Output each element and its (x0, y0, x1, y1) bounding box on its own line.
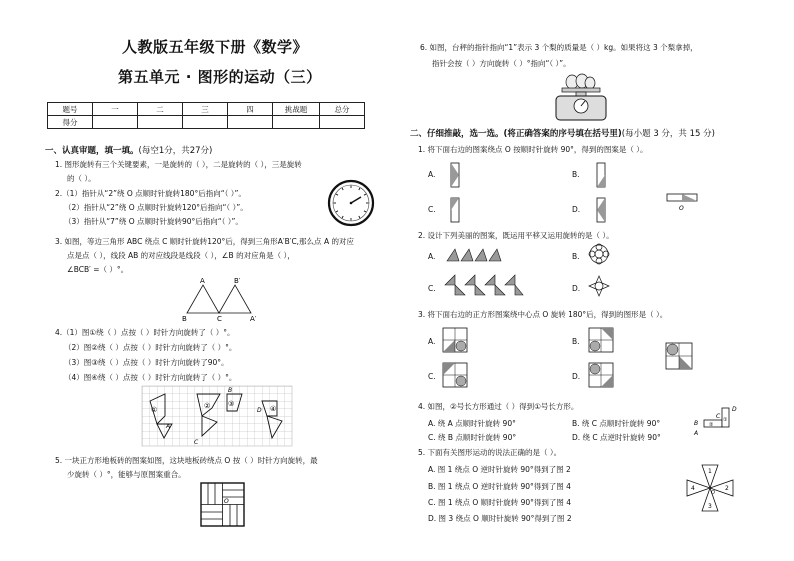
score-input-cell[interactable] (320, 116, 365, 129)
r-q3-stem: 3. 将下面右边的正方形图案绕中心点 O 旋转 180°后，得到的图形是（ ）。 (418, 310, 668, 319)
s1-q1-line2: 的（ ）。 (67, 174, 96, 183)
r-q3-option-c[interactable]: C. (428, 372, 436, 381)
score-header-cell: 总分 (320, 103, 365, 116)
r-q2-pattern-c (443, 273, 525, 297)
score-input-cell[interactable] (228, 116, 273, 129)
r-q2-option-c[interactable]: C. (428, 284, 436, 293)
s1-q3-line2: 点是点（ ），线段 AB 的对应线段是线段（ ），∠B 的对应角是（ ）， (67, 251, 295, 260)
r-q4-option-d[interactable]: D. 绕 C 点逆时针旋转 90° (572, 433, 661, 442)
r-q4-rectangles-figure (692, 403, 744, 439)
score-header-cell: 三 (183, 103, 228, 116)
section2-note: (每小题 3 分，共 15 分) (621, 129, 715, 139)
grid-rotation-figure (142, 386, 292, 448)
r-q5-label-2: 2 (725, 485, 729, 492)
r-q1-option-a[interactable]: A. (428, 170, 436, 179)
r-q1-option-c[interactable]: C. (428, 205, 436, 214)
grid-label-1: ① (151, 406, 158, 414)
r-q2-pattern-a (445, 246, 505, 264)
section1-title: 一、认真审题，填一填。 (45, 146, 139, 156)
grid-point-a: A (166, 423, 171, 430)
section2-title: 二、仔细推敲，选一选。 (410, 129, 504, 139)
r-q5-label-4: 4 (691, 485, 695, 492)
r-q3-option-a[interactable]: A. (428, 337, 436, 346)
score-header-cell: 挑战题 (273, 103, 320, 116)
r-q2-option-b[interactable]: B. (572, 252, 580, 261)
r-q4-option-b[interactable]: B. 绕 C 点顺时针旋转 90° (572, 419, 661, 428)
score-header-cell: 一 (93, 103, 138, 116)
s1-q4-line3: （3）图③绕（ ）点按（ ）时针方向旋转了90°。 (64, 358, 229, 367)
r-q1-figure-c (442, 197, 460, 223)
r-q3-figure-d (588, 362, 614, 388)
r-q5-stem: 5. 下面有关图形运动的说法正确的是（ ）。 (418, 448, 562, 457)
r-q5-option-d[interactable]: D. 图 3 绕点 O 顺时针旋转 90°得到了图 2 (428, 514, 572, 523)
triangle-label-a-prime: A′ (250, 315, 257, 323)
s1-q3-line3: ∠BCB′ =（ ）°。 (67, 265, 129, 274)
s1-q4-line2: （2）图②绕（ ）点按（ ）时针方向旋转了（ ）°。 (64, 343, 237, 352)
r-q5-option-a[interactable]: A. 图 1 绕点 O 逆时针旋转 90°得到了图 2 (428, 465, 571, 474)
r-q4-point-a: A (694, 430, 699, 437)
r-q3-option-d[interactable]: D. (572, 372, 581, 381)
r-q5-option-c[interactable]: C. 图 1 绕点 O 顺时针旋转 90°得到了图 4 (428, 498, 572, 507)
score-header-cell: 四 (228, 103, 273, 116)
grid-point-b: B (228, 387, 233, 394)
score-row-label: 得分 (48, 116, 93, 129)
scale-with-pears-figure (550, 72, 610, 122)
section2-heading (410, 127, 715, 139)
r-q2-option-a[interactable]: A. (428, 252, 436, 261)
r-q5-option-b[interactable]: B. 图 1 绕点 O 逆时针旋转 90°得到了图 4 (428, 482, 571, 491)
score-input-cell[interactable] (93, 116, 138, 129)
tile-label-o: O (224, 498, 229, 505)
floor-tile-figure (200, 482, 245, 528)
clock-figure (328, 180, 374, 226)
r-q4-label-1: ① (723, 417, 728, 423)
r-q4-point-c: C (716, 413, 721, 420)
score-input-cell[interactable] (138, 116, 183, 129)
r-q1-figure-a (442, 162, 460, 188)
r-q3-figure-c (442, 362, 468, 388)
r-q5-label-1: 1 (708, 468, 712, 475)
s1-q4-line1: 4.（1）图①绕（ ）点按（ ）时针方向旋转了（ ）°。 (55, 328, 235, 337)
r-q1-figure-d (588, 197, 606, 223)
r-q6-line2: 指针会按（ ）方向旋转（ ）°指向“（ ）”。 (432, 59, 571, 68)
r-q4-point-d: D (732, 406, 737, 413)
score-table-header-row (48, 103, 365, 116)
r-q2-stem: 2. 设计下列美丽的图案，既运用平移又运用旋转的是（ ）。 (418, 231, 614, 240)
section2-bracket: (将正确答案的序号填在括号里) (503, 129, 622, 139)
r-q3-figure-b (588, 327, 614, 353)
s1-q5-line2: 少旋转（ ）°，能够与原图案重合。 (67, 470, 186, 479)
s1-q2-line1: 2.（1）指针从“2”绕 O 点顺时针旋转180°后指向“（ ）”。 (55, 189, 246, 198)
r-q4-option-a[interactable]: A. 绕 A 点顺时针旋转 90° (428, 419, 516, 428)
grid-label-3: ③ (228, 400, 235, 408)
score-table-score-row (48, 116, 365, 129)
grid-label-4: ④ (270, 405, 277, 413)
r-q4-point-b: B (694, 420, 699, 427)
r-q3-original-figure (665, 342, 693, 370)
r-q1-point-o: O (679, 205, 684, 212)
r-q2-pattern-b (588, 243, 610, 265)
score-input-cell[interactable] (273, 116, 320, 129)
r-q1-original-figure (665, 192, 705, 212)
r-q5-label-3: 3 (708, 503, 712, 510)
s1-q2-line2: （2）指针从“2”绕 O 点顺时针旋转120°后指向“（ ）”。 (64, 203, 248, 212)
section1-note: (每空1分，共27分) (138, 146, 213, 156)
score-header-cell: 题号 (48, 103, 93, 116)
grid-point-d: D (257, 407, 262, 414)
right-column (400, 0, 794, 561)
s1-q2-line3: （3）指针从“7”绕 O 点顺时针旋转90°后指向“（ ）”。 (64, 217, 243, 226)
r-q2-option-d[interactable]: D. (572, 284, 581, 293)
r-q4-label-2: ② (709, 422, 714, 428)
s1-q5-line1: 5. 一块正方形地板砖的图案如图，这块地板砖绕点 O 按（ ）时针方向旋转，最 (55, 456, 318, 465)
r-q1-option-d[interactable]: D. (572, 205, 581, 214)
grid-label-2: ② (204, 402, 211, 410)
triangle-rotation-figure (180, 275, 260, 323)
r-q1-figure-b (588, 162, 606, 188)
section1-heading (45, 144, 212, 156)
r-q1-option-b[interactable]: B. (572, 170, 580, 179)
r-q4-option-c[interactable]: C. 绕 B 点顺时针旋转 90° (428, 433, 517, 442)
page-title: 人教版五年级下册《数学》 (122, 38, 309, 56)
triangle-label-a: A (200, 277, 205, 285)
r-q5-bowtie-figure (683, 462, 737, 514)
r-q3-option-b[interactable]: B. (572, 337, 580, 346)
s1-q4-line4: （4）图④绕（ ）点按（ ）时针方向旋转了（ ）°。 (64, 373, 237, 382)
score-table (47, 102, 365, 129)
r-q5-point-o: O (711, 490, 715, 496)
triangle-label-b-prime: B′ (234, 277, 241, 285)
triangle-label-c: C (217, 315, 222, 323)
s1-q3-line1: 3. 如图，等边三角形 ABC 绕点 C 顺时针旋转120°后，得到三角形A′B′C,那么点 A 的对应 (55, 237, 354, 246)
r-q6-line1: 6. 如图，台秤的指针指向“1”表示 3 个梨的质量是（ ）kg。如果将这 3 个梨拿掉， (420, 43, 698, 52)
r-q3-figure-a (442, 327, 468, 353)
r-q1-stem: 1. 将下面右边的图案绕点 O 按顺时针旋转 90°，得到的图案是（ ）。 (418, 145, 648, 154)
score-header-cell: 二 (138, 103, 183, 116)
s1-q1-line1: 1. 图形旋转有三个关键要素，一是旋转的（ ），二是旋转的（ ），三是旋转 (55, 160, 302, 169)
score-input-cell[interactable] (183, 116, 228, 129)
r-q2-pattern-d (588, 275, 610, 297)
grid-point-c: C (194, 439, 199, 446)
page-subtitle: 第五单元 · 图形的运动（三） (118, 68, 322, 86)
triangle-label-b: B (182, 315, 187, 323)
r-q4-stem: 4. 如图，②号长方形通过（ ）得到①号长方形。 (418, 402, 579, 411)
